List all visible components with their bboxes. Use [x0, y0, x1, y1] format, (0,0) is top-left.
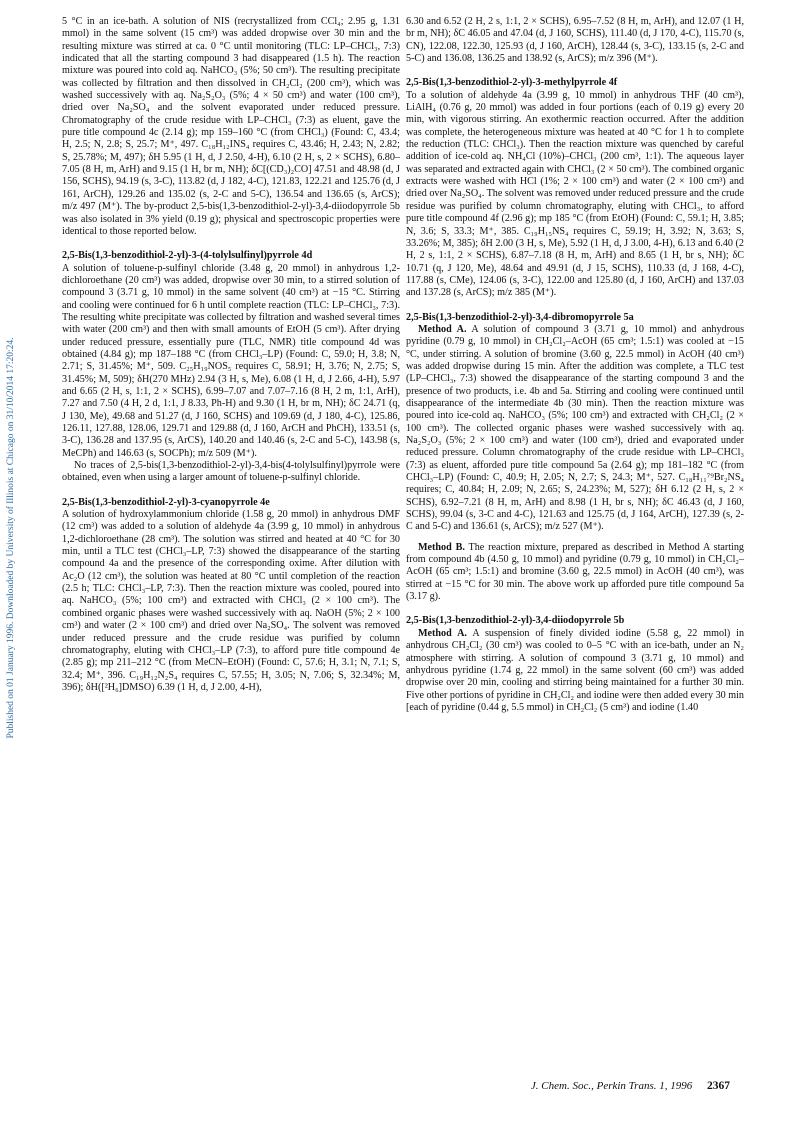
- paragraph-4e-continued: 6.30 and 6.52 (2 H, 2 s, 1:1, 2 × SCHS), 6.95–7.52 (8 H, m, ArH), and 12.07 (1 H, br m, NH); δC 46.05 and 47.04 (d, J 160, SCHS), 111.40 (d, J 170, 4-C), 115.70 (s, CN), 122.08, 122.30, 125.93 (d, J 160, ArCH), 128.44 (s, 3-C), 133.15 (s, 2-C and 5-C) and 136.08, 136.25 and 138.92 (s, ArCS); m/z 396 (M⁺).: [406, 16, 744, 65]
- journal-citation: J. Chem. Soc., Perkin Trans. 1, 1996: [530, 1080, 693, 1092]
- method-a-text: A solution of compound 3 (3.71 g, 10 mmol) and anhydrous pyridine (0.79 g, 10 mmol) in CH₂Cl₂–AcOH (65 cm³; 1.5:1) was cooled at −15 °C, under stirring. A solution of bromine (3.60 g, 22.5 mmol) in AcOH (40 cm³) was added dropwise during 15 min. After the addition was complete, a TLC test (LP–CHCl₃, 7:3) showed the disappearance of the starting compound 3 and the presence of two products, i.e. 4b and 5a. Stirring and cooling were continued until disappearance of the intermediate 4b (30 min). Then the reaction mixture was poured into ice-cold aq. NaHCO₃ (5%; 100 cm³) and extracted with CH₂Cl₂ (2 × 100 cm³). The collected organic phases were washed successively with aq. Na₂S₂O₃ (5%; 2 × 100 cm³) and water (100 cm³), dried and evaporated under reduced pressure. Column chromatography of the crude residue with LP–CHCl₃ (7:3) as eluent, afforded pure title compound 5a (2.64 g); mp 181–182 °C (from CHCl₃–LP) (Found: C, 40.9; H, 2.05; N, 2.7; S, 24.3; M⁺, 527. C₁₈H₁₁⁷⁹Br₂NS₄ requires; C, 40.84; H, 2.09; N, 2.65; S, 24.23%; M, 527); δH 6.12 (2 H, s, 2 × SCHS), 6.92–7.21 (8 H, m, ArH) and 8.98 (1 H, br s, NH); δC 46.43 (d, J 160, SCHS), 99.04 (s, 3-C and 4-C), 121.63 and 125.75 (d, J 164, ArCH), 127.39 (s, 2-C and 5-C) and 136.61 (s, ArCS); m/z 527 (M⁺).: [406, 323, 745, 533]
- paragraph-5b-method-a: [406, 628, 744, 714]
- paragraph-4f: To a solution of aldehyde 4a (3.99 g, 10 mmol) in anhydrous THF (40 cm³), LiAlH₄ (0.76 g, 20 mmol) was added in four portions (each of 0.19 g) every 20 min, with vigorous stirring. An exothermic reaction occurred. After the addition was complete, the heterogeneous mixture was heated at 40 °C for 1 h to complete the reduction (TLC: CHCl₃). Then the reaction mixture was quenched by careful addition of ice-cold aq. NH₄Cl (10%)–CHCl₃ (200 cm³, 1:1). The aqueous layer was separated and extracted again with CHCl₃ (2 × 50 cm³). The combined organic extracts were washed with HCl (1%; 2 × 100 cm³) and water (2 × 100 cm³) and dried over Na₂SO₄. The solvent was removed under reduced pressure and the crude residue was purified by column chromatography, eluting with CHCl₃, to afford pure title compound 4f (2.96 g); mp 185 °C (from EtOH) (Found: C, 59.1; H, 3.85; N, 3.6; S, 33.3; M⁺, 385. C₁₉H₁₅NS₄ requires C, 59.19; H, 3.92; N, 3.63; S, 33.26%; M, 385); δH 2.00 (3 H, s, Me), 5.92 (1 H, d, J 3.00, 4-H), 6.13 and 6.40 (2 H, 2 s, 1:1, 2 × SCHS), 6.87–7.18 (8 H, m, ArH) and 8.65 (1 H, br s, NH); δC 10.71 (q, J 120, Me), 48.64 and 49.91 (d, J 15, SCHS), 110.33 (d, J 168, 4-C), 117.88 (s, CMe), 124.06 (s, 3-C), 122.00 and 125.80 (d, J 160, ArCH) and 137.03 and 137.28 (s, ArCS); m/z 385 (M⁺).: [406, 89, 744, 299]
- heading-5a: 2,5-Bis(1,3-benzodithiol-2-yl)-3,4-dibromopyrrole 5a: [406, 311, 634, 323]
- paragraph-5a-method-b: [406, 542, 744, 604]
- heading-4d: 2,5-Bis(1,3-benzodithiol-2-yl)-3-(4-tolylsulfinyl)pyrrole 4d: [62, 250, 313, 262]
- paragraph-4c-continued: 5 °C in an ice-bath. A solution of NIS (recrystallized from CCl₄; 2.95 g, 1.31 mmol) in the same solvent (15 cm³) was added dropwise over 30 min and the resulting mixture was stirred at ca. 0 °C until monitoring (TLC: LP–CHCl₃, 7:3) indicated that all the starting compound 3 had disappeared (1.5 h). The reaction mixture was poured into cold aq. NaHCO₃ (5%; 50 cm³). The resulting precipitate was collected by filtration and then dissolved in CH₂Cl₂ (200 cm³), which was washed successively with aq. Na₂S₂O₃ (5%; 4 × 50 cm³) and water (100 cm³), dried over Na₂SO₄ and the solvent evaporated under reduced pressure. Chromatography of the crude residue with LP–CHCl₃ (7:3) as eluent, gave the pure title compound 4c (2.14 g); mp 159–160 °C (from CHCl₃) (Found: C, 43.4; H, 2.5; N, 2.8; S, 25.7; M⁺, 497. C₁₈H₁₂INS₄ requires C, 43.46; H, 2.43; N, 2.82; S, 25.78%; M, 497); δH 5.95 (1 H, d, J 2.50, 4-H), 6.10 (2 H, s, 2 × SCHS), 6.80–7.05 (8 H, m, ArH) and 9.15 (1 H, br m, NH); δC[(CD₃)₂CO] 47.51 and 48.98 (d, J 156, SCHS), 94.19 (s, 3-C), 113.82 (d, J 182, 4-C), 121.83, 122.21 and 125.76 (d, J 161, ArCH), 129.26 and 135.02 (s, 2-C and 5-C), 136.54 and 136.65 (s, ArCS); m/z 497 (M⁺). The by-product 2,5-bis(1,3-benzodithiol-2-yl)-3,4-diiodopyrrole 5b was also isolated in 3% yield (0.19 g); physical and spectroscopic properties were identical to those reported below.: [62, 16, 400, 237]
- paragraph-4e: A solution of hydroxylammonium chloride (1.58 g, 20 mmol) in anhydrous DMF (12 cm³) was added to a solution of aldehyde 4a (3.99 g, 10 mmol) in anhydrous 1,2-dichloroethane (28 cm³). The solution was stirred and heated at 40 °C for 30 min, until a TLC test (CHCl₃–LP, 7:3) showed the disappearance of the starting compound 4a and the presence of the corresponding oxime. After dilution with Ac₂O (12 cm³), the solution was heated at 80 °C until completion of the reaction (2.5 h; TLC: CHCl₃–LP, 7:3). Then the reaction mixture was cooled, poured into aq. NaHCO₃ (5%; 100 cm³) and extracted with CHCl₃ (2 × 100 cm³). The combined organic phases were washed successively with aq. NaOH (5%; 2 × 100 cm³) and water (2 × 100 cm³) and dried over Na₂SO₄. The solvent was removed under reduced pressure and the crude residue was purified by column chromatography, eluting with CHCl₃–LP (7:3), to afford pure title compound 4e (2.85 g); mp 211–212 °C (from MeCN–EtOH) (Found: C, 57.6; H, 3.1; N, 7.1; S, 32.4; M⁺, 396. C₁₉H₁₂N₂S₄ requires C, 57.55; H, 3.05; N, 7.06; S, 32.34%; M, 396); δH([²H₆]DMSO) 6.39 (1 H, d, J 2.00, 4-H),: [62, 509, 400, 693]
- left-column: [62, 16, 400, 694]
- heading-4f: 2,5-Bis(1,3-benzodithiol-2-yl)-3-methylpyrrole 4f: [406, 77, 618, 89]
- right-column: [406, 16, 744, 714]
- download-watermark: [4, 190, 18, 890]
- method-b-label: Method B.: [418, 541, 465, 553]
- page-footer: [531, 1080, 730, 1092]
- page-number: 2367: [707, 1080, 730, 1092]
- paragraph-5a-method-a: [406, 324, 744, 534]
- method-b-text: The reaction mixture, prepared as described in Method A starting from compound 4b (4.50 g, 10 mmol) and pyridine (0.79 g, 10 mmol) in CH₂Cl₂–AcOH (65 cm³; 1.5:1) and bromine (3.60 g, 22.5 mmol) in AcOH (40 cm³), was stirred at −15 °C for 30 min. The above work up afforded pure title compound 5a (3.17 g).: [406, 541, 744, 603]
- paragraph-4d-note: No traces of 2,5-bis(1,3-benzodithiol-2-yl)-3,4-bis(4-tolylsulfinyl)pyrrole were obtained, even when using a larger amount of toluene-p-sulfinyl chloride.: [62, 460, 400, 484]
- method-a2-label: Method A.: [418, 627, 467, 639]
- method-a2-text: A suspension of finely divided iodine (5.58 g, 22 mmol) in anhydrous CH₂Cl₂ (30 cm³) was cooled to 0–5 °C with an ice-bath, under an N₂ atmosphere with stirring. A solution of compound 3 (3.71 g, 10 mmol) and anhydrous pyridine (1.74 g, 22 mmol) in the same solvent (60 cm³) was added dropwise over 20 min, cooling and stirring being maintained for a further 30 min. Five other portions of pyridine in CH₂Cl₂ and iodine were then added every 30 min [each of pyridine (0.44 g, 5.5 mmol) in CH₂Cl₂ (5 cm³) and iodine (1.40: [406, 627, 745, 713]
- download-notice: Published on 01 January 1996. Downloaded by University of Illinois at Chicago on 31/10/2014 17:20:24.: [6, 337, 16, 739]
- heading-4e: 2,5-Bis(1,3-benzodithiol-2-yl)-3-cyanopyrrole 4e: [62, 496, 270, 508]
- method-a-label: Method A.: [418, 323, 467, 335]
- paragraph-4d: A solution of toluene-p-sulfinyl chloride (3.48 g, 20 mmol) in anhydrous 1,2-dichloroethane (20 cm³) was added, dropwise over 30 min, to a stirred solution of compound 3 (3.71 g, 10 mmol) in the same solvent (40 cm³) at −15 °C. Stirring and cooling were continued for 6 h until complete reaction (TLC: LP–CHCl₃, 7:3). The resulting white precipitate was collected by filtration and washed several times with water (200 cm³) and then with small amounts of EtOH (5 cm³). After drying under reduced pressure, essentially pure (TLC, NMR) title compound 4d was obtained (4.84 g); mp 187–188 °C (from CHCl₃–LP) (Found: C, 59.0; H, 3.8; N, 2.71; S, 31.45%; M⁺, 509. C₂₅H₁₉NOS₅ requires C, 58.91; H, 3.76; N, 2.75; S, 31.45%; M, 509); δH(270 MHz) 2.94 (3 H, s, Me), 6.08 (1 H, d, J 2.66, 4-H), 5.97 and 6.65 (2 H, s, 1:1, 2 × SCHS), 6.99–7.07 and 7.07–7.16 (8 H, 2 m, 1:1, ArH), 7.27 and 7.50 (4 H, 2 d, 1:1, J 8.33, Ph-H) and 9.30 (1 H, br m, NH); δC 24.71 (q, J 130, Me), 49.68 and 51.27 (d, J 160, SCHS) and 109.69 (d, J 180, 4-C), 125.86, 126.11, 127.88, 128.06, 129.71 and 129.88 (d, J 160, ArCH and PhCH), 133.51 (s, 3-C), 136.28 and 137.95 (s, ArCS), 140.20 and 140.46 (s, 2-C and 5-C), 143.98 (s, MeCPh) and 146.63 (s, SOCPh); m/z 509 (M⁺).: [62, 262, 400, 459]
- heading-5b: 2,5-Bis(1,3-benzodithiol-2-yl)-3,4-diiodopyrrole 5b: [406, 615, 625, 627]
